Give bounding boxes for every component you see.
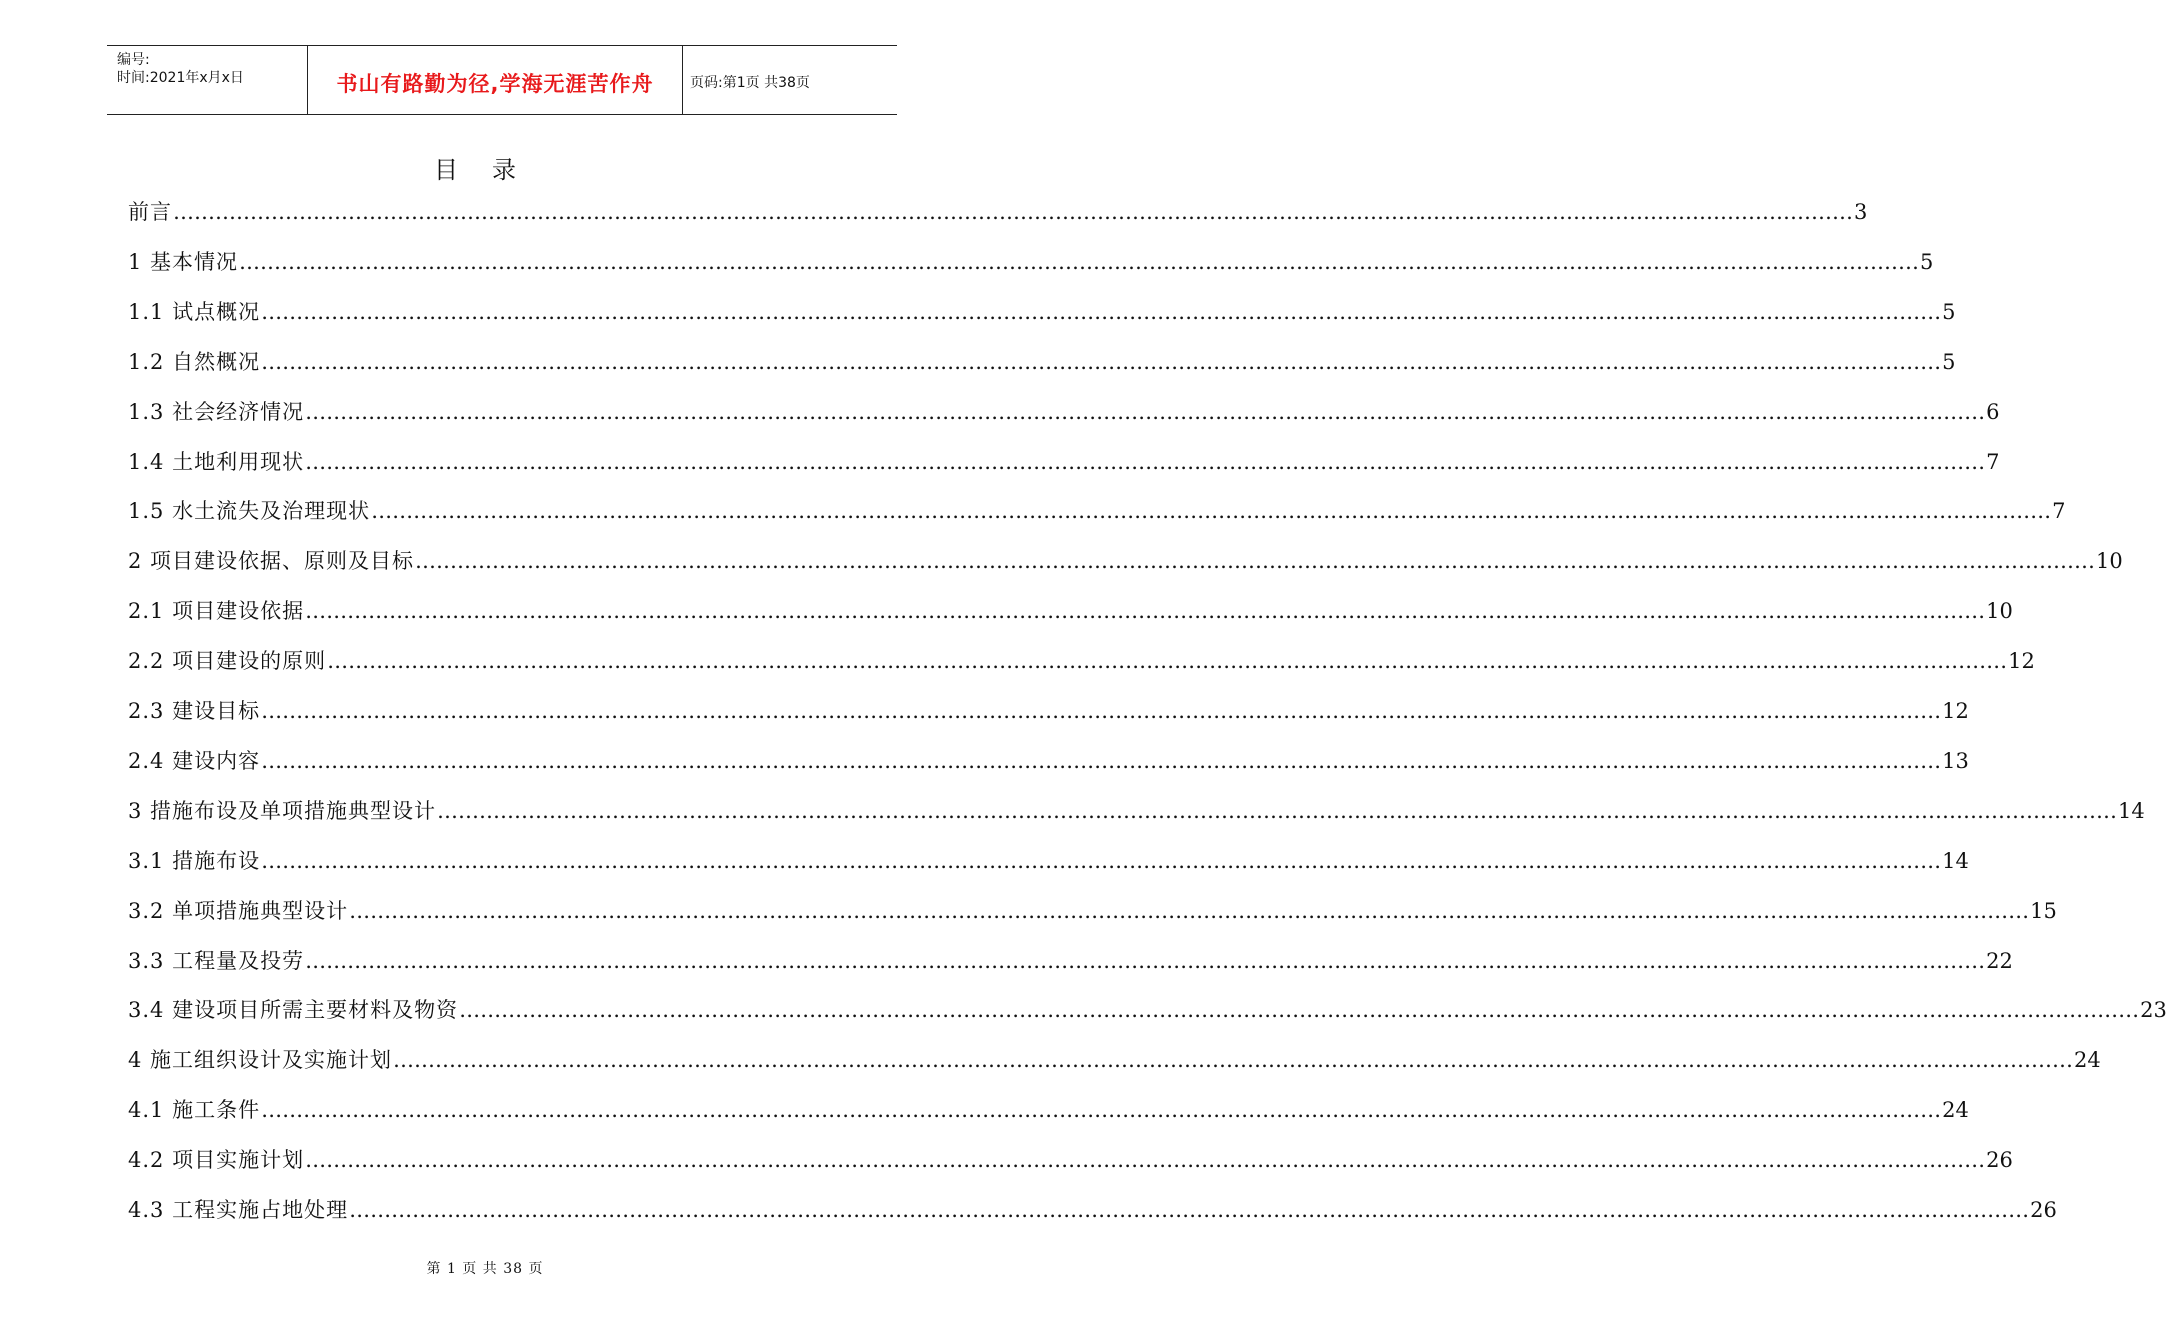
toc-dot-leader: …………………………………………………………………………………………………………………………………………………………………………………………………………………… [393, 1048, 2074, 1073]
toc-title: 目录 [434, 156, 550, 184]
toc-entry-label: 4.3 工程实施占地处理 [128, 1198, 349, 1222]
toc-entry-label: 4 施工组织设计及实施计划 [128, 1048, 393, 1073]
toc-entry-page: 3 [1854, 200, 1868, 224]
toc-entry-page: 10 [2096, 549, 2123, 574]
toc-entry[interactable] [128, 945, 2013, 977]
toc-entry-page: 14 [1942, 848, 1969, 873]
toc-entry-label: 1.2 自然概况 [128, 349, 261, 374]
toc-entry-page: 26 [2030, 1198, 2057, 1222]
toc-entry-label: 2.2 项目建设的原则 [128, 649, 327, 674]
toc-entry[interactable] [128, 845, 1969, 877]
toc-dot-leader: …………………………………………………………………………………………………………………………………………………………………………………………………………………… [305, 599, 1986, 624]
toc-entry[interactable] [128, 595, 2013, 627]
document-time-label: 时间:2021年x月x日 [117, 70, 244, 86]
toc-entry[interactable] [128, 695, 1969, 727]
toc-entry-page: 7 [1986, 449, 2000, 474]
toc-entry[interactable] [128, 645, 2035, 677]
toc-dot-leader: …………………………………………………………………………………………………………………………………………………………………………………………………………………… [173, 200, 1853, 224]
toc-entry[interactable] [128, 1094, 1969, 1126]
toc-entry[interactable] [128, 1144, 2013, 1176]
toc-dot-leader: …………………………………………………………………………………………………………………………………………………………………………………………………………………… [261, 299, 1942, 324]
toc-entry-page: 15 [2030, 898, 2057, 923]
toc-entry-label: 2.3 建设目标 [128, 699, 261, 723]
toc-entry-label: 1.3 社会经济情况 [128, 399, 305, 424]
toc-entry[interactable] [128, 745, 1969, 777]
toc-entry-label: 1 基本情况 [128, 249, 239, 274]
toc-entry-page: 24 [1942, 1098, 1969, 1123]
header-meta [107, 46, 307, 114]
toc-entry[interactable] [128, 246, 1934, 278]
toc-dot-leader: …………………………………………………………………………………………………………………………………………………………………………………………………………………… [459, 998, 2140, 1023]
toc-entry-page: 7 [2052, 499, 2066, 524]
toc-entry-label: 2 项目建设依据、原则及目标 [128, 549, 415, 574]
toc-entry-page: 22 [1986, 948, 2013, 973]
toc-entry[interactable] [128, 296, 1956, 328]
header-motto: 书山有路勤为径,学海无涯苦作舟 [336, 72, 654, 96]
toc-entry-label: 2.1 项目建设依据 [128, 599, 305, 624]
toc-dot-leader: …………………………………………………………………………………………………………………………………………………………………………………………………………………… [415, 549, 2096, 574]
toc-entry[interactable] [128, 994, 2167, 1026]
toc-entry-page: 12 [1942, 699, 1969, 723]
toc-entry-page: 5 [1942, 349, 1956, 374]
toc-entry-label: 前言 [128, 200, 172, 224]
toc-entry-label: 4.1 施工条件 [128, 1098, 261, 1123]
header-page-cell [682, 46, 897, 114]
toc-entry-page: 23 [2140, 998, 2167, 1023]
toc-entry-label: 1.1 试点概况 [128, 299, 261, 324]
toc-entry-label: 1.4 土地利用现状 [128, 449, 305, 474]
toc-entry[interactable] [128, 1044, 2101, 1076]
toc-entry[interactable] [128, 446, 2000, 478]
toc-entry-page: 26 [1986, 1148, 2013, 1173]
toc-dot-leader: …………………………………………………………………………………………………………………………………………………………………………………………………………………… [261, 349, 1942, 374]
toc-dot-leader: …………………………………………………………………………………………………………………………………………………………………………………………………………………… [305, 948, 1986, 973]
toc-entry[interactable] [128, 1194, 2057, 1226]
toc-entry[interactable] [128, 396, 2000, 428]
toc-dot-leader: …………………………………………………………………………………………………………………………………………………………………………………………………………………… [261, 1098, 1942, 1123]
toc-dot-leader: …………………………………………………………………………………………………………………………………………………………………………………………………………………… [239, 249, 1920, 274]
toc-entry-page: 5 [1920, 249, 1934, 274]
toc-dot-leader: …………………………………………………………………………………………………………………………………………………………………………………………………………………… [437, 798, 2118, 823]
toc-entry-page: 13 [1942, 748, 1969, 773]
toc-dot-leader: …………………………………………………………………………………………………………………………………………………………………………………………………………………… [349, 898, 2030, 923]
toc-entry-page: 5 [1942, 299, 1956, 324]
toc-entry-page: 14 [2118, 798, 2145, 823]
toc-entry-label: 2.4 建设内容 [128, 748, 261, 773]
toc-dot-leader: …………………………………………………………………………………………………………………………………………………………………………………………………………………… [261, 748, 1942, 773]
toc-entry[interactable] [128, 795, 2145, 827]
toc-entry[interactable] [128, 495, 2066, 527]
toc-entry-label: 3 措施布设及单项措施典型设计 [128, 798, 437, 823]
toc-dot-leader: …………………………………………………………………………………………………………………………………………………………………………………………………………………… [349, 1198, 2030, 1222]
toc-entry[interactable] [128, 196, 1868, 228]
toc-dot-leader: …………………………………………………………………………………………………………………………………………………………………………………………………………………… [327, 649, 2008, 674]
header-page-code: 页码:第1页 共38页 [690, 75, 810, 91]
toc-entry-label: 1.5 水土流失及治理现状 [128, 499, 371, 524]
toc-dot-leader: …………………………………………………………………………………………………………………………………………………………………………………………………………………… [305, 399, 1986, 424]
toc-entry[interactable] [128, 895, 2057, 927]
toc-entry-page: 12 [2008, 649, 2035, 674]
toc-entry[interactable] [128, 545, 2123, 577]
toc-entry-label: 4.2 项目实施计划 [128, 1148, 305, 1173]
document-number-label: 编号: [117, 52, 150, 68]
toc-dot-leader: …………………………………………………………………………………………………………………………………………………………………………………………………………………… [261, 848, 1942, 873]
header-motto-cell [307, 46, 683, 114]
toc-entry[interactable] [128, 346, 1956, 378]
toc-entry-page: 24 [2074, 1048, 2101, 1073]
toc-entry-label: 3.1 措施布设 [128, 848, 261, 873]
toc-entry-label: 3.2 单项措施典型设计 [128, 898, 349, 923]
toc-dot-leader: …………………………………………………………………………………………………………………………………………………………………………………………………………………… [371, 499, 2052, 524]
toc-entry-label: 3.3 工程量及投劳 [128, 948, 305, 973]
page-footer: 第 1 页 共 38 页 [426, 1261, 544, 1277]
toc-dot-leader: …………………………………………………………………………………………………………………………………………………………………………………………………………………… [305, 449, 1986, 474]
toc-entry-page: 6 [1986, 399, 2000, 424]
toc-entry-page: 10 [1986, 599, 2013, 624]
toc-entry-label: 3.4 建设项目所需主要材料及物资 [128, 998, 459, 1023]
page-header [107, 45, 897, 115]
toc-dot-leader: …………………………………………………………………………………………………………………………………………………………………………………………………………………… [261, 699, 1942, 723]
toc-dot-leader: …………………………………………………………………………………………………………………………………………………………………………………………………………………… [305, 1148, 1986, 1173]
